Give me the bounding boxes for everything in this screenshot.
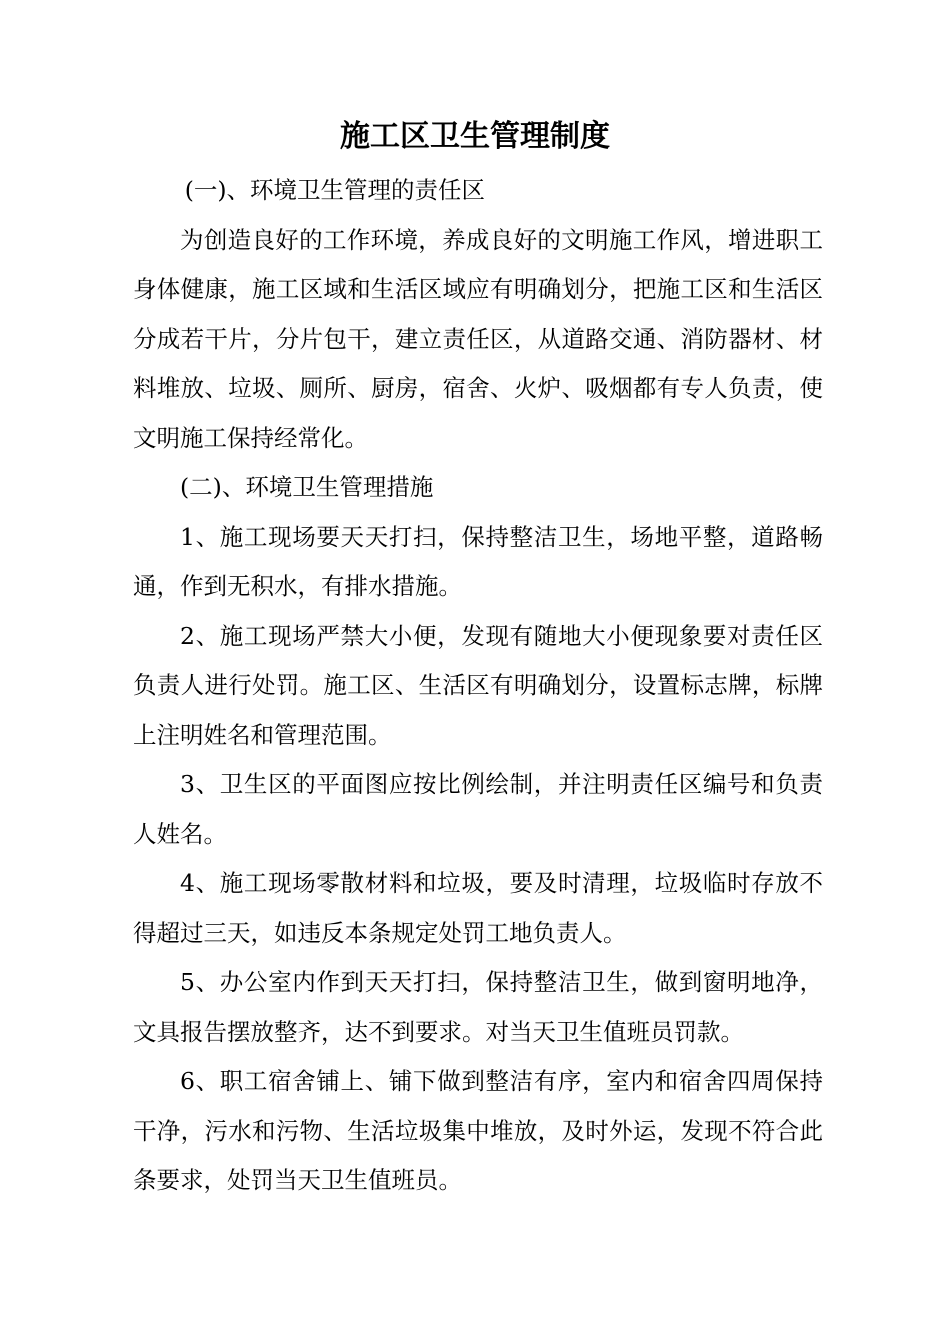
document-body <box>133 166 823 1206</box>
paragraph-item-1: 1、施工现场要天天打扫，保持整洁卫生，场地平整，道路畅通，作到无积水，有排水措施。 <box>133 522 823 600</box>
paragraph-responsibility: 为创造良好的工作环境，养成良好的文明施工作风，增进职工身体健康，施工区域和生活区域应有明确划分，把施工区和生活区分成若干片，分片包干，建立责任区，从道路交通、消防器材、材料堆放、垃圾、厕所、厨房，宿舍、火炉、吸烟都有专人负责，使文明施工保持经常化。 <box>133 225 823 452</box>
paragraph-item-4: 4、施工现场零散材料和垃圾，要及时清理，垃圾临时存放不得超过三天，如违反本条规定处罚工地负责人。 <box>133 869 823 947</box>
paragraph-item-2: 2、施工现场严禁大小便，发现有随地大小便现象要对责任区负责人进行处罚。施工区、生活区有明确划分，设置标志牌，标牌上注明姓名和管理范围。 <box>133 621 823 749</box>
paragraph-item-3: 3、卫生区的平面图应按比例绘制，并注明责任区编号和负责人姓名。 <box>133 770 823 848</box>
section-heading-2: (二)、环境卫生管理措施 <box>180 473 434 501</box>
document-title: 施工区卫生管理制度 <box>340 119 610 154</box>
paragraph-item-5: 5、办公室内作到天天打扫，保持整洁卫生，做到窗明地净，文具报告摆放整齐，达不到要求。对当天卫生值班员罚款。 <box>133 968 823 1046</box>
paragraph-item-6: 6、职工宿舍铺上、铺下做到整洁有序，室内和宿舍四周保持干净，污水和污物、生活垃圾集中堆放，及时外运，发现不符合此条要求，处罚当天卫生值班员。 <box>133 1067 823 1194</box>
section-heading-1: (一)、环境卫生管理的责任区 <box>184 176 486 204</box>
